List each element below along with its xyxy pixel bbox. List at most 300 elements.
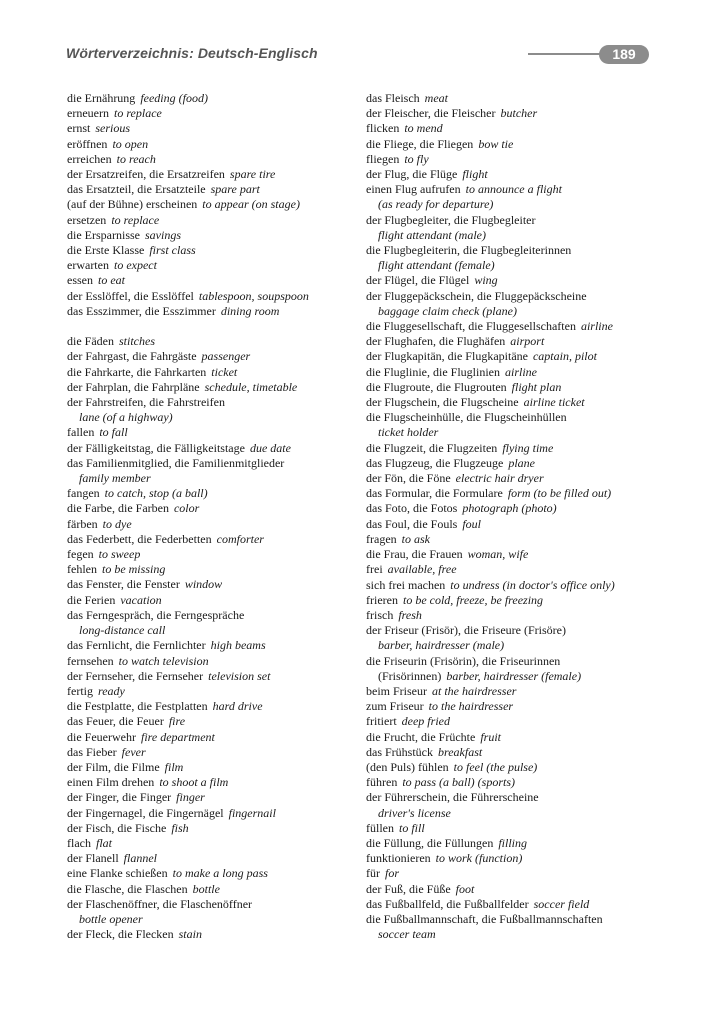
entry-german: die Füllung, die Füllungen bbox=[366, 835, 494, 850]
entry-english: lane (of a highway) bbox=[79, 410, 173, 425]
dictionary-entry bbox=[366, 745, 666, 760]
dictionary-entry bbox=[366, 790, 666, 805]
entry-english: barber, hairdresser (female) bbox=[446, 668, 582, 683]
entry-english: airline bbox=[580, 319, 613, 334]
entry-german: fritiert bbox=[366, 714, 397, 729]
entry-german: die Flugroute, die Flugrouten bbox=[366, 379, 507, 394]
entry-english: to mend bbox=[404, 121, 443, 136]
dictionary-entry bbox=[366, 456, 666, 471]
entry-german: der Esslöffel, die Esslöffel bbox=[67, 288, 194, 303]
entry-german: die Fluglinie, die Fluglinien bbox=[366, 364, 500, 379]
entry-german: das Ferngespräch, die Ferngespräche bbox=[67, 607, 245, 622]
entry-english: to appear (on stage) bbox=[202, 197, 300, 212]
dictionary-entry bbox=[67, 866, 367, 881]
dictionary-entry bbox=[67, 669, 367, 684]
dictionary-entry bbox=[366, 501, 666, 516]
entry-german: die Erste Klasse bbox=[67, 243, 145, 258]
dictionary-entry bbox=[67, 532, 367, 547]
entry-english: flat bbox=[95, 835, 112, 850]
entry-english: feeding (food) bbox=[140, 91, 208, 105]
entry-english: serious bbox=[95, 121, 130, 136]
entry-english: to eat bbox=[98, 273, 125, 288]
entry-english: flannel bbox=[123, 851, 157, 866]
entry-german: die Fahrkarte, die Fahrkarten bbox=[67, 364, 207, 379]
dictionary-entry bbox=[366, 319, 666, 334]
dictionary-entry bbox=[67, 395, 367, 410]
dictionary-entry bbox=[366, 912, 666, 927]
entry-german: frisch bbox=[366, 607, 394, 622]
entry-english: high beams bbox=[210, 638, 266, 653]
dictionary-entry bbox=[67, 289, 367, 304]
dictionary-entry bbox=[67, 197, 367, 212]
entry-german: einen Film drehen bbox=[67, 775, 155, 790]
entry-german: die Ferien bbox=[67, 592, 116, 607]
dictionary-entry bbox=[366, 714, 666, 729]
dictionary-entry bbox=[366, 593, 666, 608]
entry-english: airport bbox=[510, 334, 545, 349]
entry-english: long-distance call bbox=[79, 623, 166, 638]
dictionary-entry bbox=[366, 851, 666, 866]
entry-english: color bbox=[173, 501, 200, 516]
entry-german: das Fieber bbox=[67, 744, 117, 759]
entry-english: baggage claim check (plane) bbox=[378, 303, 517, 318]
dictionary-entry bbox=[366, 106, 666, 121]
entry-english: soccer team bbox=[378, 927, 436, 942]
entry-german: die Festplatte, die Festplatten bbox=[67, 699, 208, 714]
entry-german: flach bbox=[67, 835, 91, 850]
entry-english: fresh bbox=[398, 607, 422, 622]
entry-german: die Feuerwehr bbox=[67, 729, 136, 744]
entry-german: der Fernseher, die Fernseher bbox=[67, 668, 204, 683]
entry-english: window bbox=[184, 577, 223, 592]
entry-german: funktionieren bbox=[366, 851, 431, 866]
entry-german: der Fön, die Föne bbox=[366, 471, 451, 486]
entry-english: to be missing bbox=[101, 562, 166, 577]
entry-english: ticket bbox=[211, 364, 238, 379]
dictionary-entry bbox=[366, 273, 666, 288]
entry-english: for bbox=[385, 866, 400, 881]
dictionary-entry bbox=[67, 806, 367, 821]
entry-english: television set bbox=[208, 668, 271, 683]
entry-english: hard drive bbox=[212, 699, 263, 714]
entry-english: butcher bbox=[500, 106, 538, 121]
entry-english: to sweep bbox=[98, 547, 141, 562]
entry-continuation bbox=[366, 197, 666, 212]
entry-german: der Fleischer, die Fleischer bbox=[366, 106, 496, 121]
dictionary-entry bbox=[67, 91, 367, 106]
dictionary-entry bbox=[366, 152, 666, 167]
entry-continuation bbox=[366, 258, 666, 273]
entry-german: fegen bbox=[67, 547, 94, 562]
entry-english: to pass (a ball) (sports) bbox=[402, 775, 515, 790]
dictionary-entry bbox=[67, 243, 367, 258]
entry-english: wing bbox=[474, 273, 498, 288]
dictionary-entry bbox=[67, 137, 367, 152]
entry-continuation bbox=[67, 623, 367, 638]
dictionary-entry bbox=[67, 456, 367, 471]
entry-german: der Fahrgast, die Fahrgäste bbox=[67, 349, 197, 364]
entry-german: der Fahrstreifen, die Fahrstreifen bbox=[67, 395, 225, 410]
dictionary-entry bbox=[366, 775, 666, 790]
entry-english: bottle opener bbox=[79, 911, 143, 926]
entry-german: fangen bbox=[67, 486, 100, 501]
entry-german: die Ersparnisse bbox=[67, 227, 140, 242]
entry-english: passenger bbox=[201, 349, 251, 364]
dictionary-entry bbox=[67, 851, 367, 866]
entry-english: to catch, stop (a ball) bbox=[104, 486, 208, 501]
entry-german: der Ersatzreifen, die Ersatzreifen bbox=[67, 167, 225, 182]
dictionary-entry bbox=[67, 213, 367, 228]
entry-german: der Flughafen, die Flughäfen bbox=[366, 334, 506, 349]
entry-german: die Fliege, die Fliegen bbox=[366, 136, 474, 151]
dictionary-entry bbox=[67, 714, 367, 729]
entry-german: (auf der Bühne) erscheinen bbox=[67, 197, 198, 212]
entry-german: der Fingernagel, die Fingernägel bbox=[67, 805, 224, 820]
entry-english: to watch television bbox=[118, 653, 209, 668]
entry-english: fire department bbox=[140, 729, 215, 744]
dictionary-entry bbox=[67, 167, 367, 182]
entry-german: der Fluggepäckschein, die Fluggepäckscheine bbox=[366, 288, 587, 303]
entry-german: färben bbox=[67, 516, 98, 531]
dictionary-entry bbox=[67, 486, 367, 501]
entry-german: die Frucht, die Früchte bbox=[366, 729, 476, 744]
dictionary-entry bbox=[67, 897, 367, 912]
entry-english: flight plan bbox=[511, 379, 562, 394]
entry-continuation bbox=[67, 410, 367, 425]
entry-english: family member bbox=[79, 471, 151, 486]
entry-german: fehlen bbox=[67, 562, 97, 577]
entry-english: vacation bbox=[120, 592, 162, 607]
entry-english: dining room bbox=[220, 303, 280, 318]
entry-english: barber, hairdresser (male) bbox=[378, 638, 505, 653]
entry-english: form (to be filled out) bbox=[507, 486, 612, 501]
dictionary-entry bbox=[366, 532, 666, 547]
entry-english: to replace bbox=[111, 212, 160, 227]
dictionary-entry bbox=[67, 380, 367, 395]
dictionary-entry bbox=[67, 882, 367, 897]
entry-german: der Flaschenöffner, die Flaschenöffner bbox=[67, 896, 253, 911]
dictionary-entry bbox=[366, 213, 666, 228]
entry-german: das Foul, die Fouls bbox=[366, 516, 458, 531]
entry-german: der Flanell bbox=[67, 851, 119, 866]
dictionary-entry bbox=[67, 182, 367, 197]
dictionary-entry bbox=[67, 821, 367, 836]
entry-german: (den Puls) fühlen bbox=[366, 759, 449, 774]
dictionary-entry bbox=[366, 562, 666, 577]
entry-german: erneuern bbox=[67, 106, 109, 121]
dictionary-entry bbox=[366, 882, 666, 897]
entry-continuation bbox=[366, 806, 666, 821]
dictionary-entry bbox=[67, 304, 367, 319]
dictionary-entry bbox=[67, 273, 367, 288]
entry-continuation bbox=[366, 669, 666, 684]
entry-english: ticket holder bbox=[378, 425, 439, 440]
entry-german: die Flugzeit, die Flugzeiten bbox=[366, 440, 498, 455]
entry-german: flicken bbox=[366, 121, 400, 136]
entry-english: flight attendant (male) bbox=[378, 227, 486, 242]
entry-german: frieren bbox=[366, 592, 398, 607]
dictionary-entry bbox=[67, 593, 367, 608]
entry-english: flight attendant (female) bbox=[378, 258, 495, 273]
dictionary-entry bbox=[366, 395, 666, 410]
dictionary-entry bbox=[67, 699, 367, 714]
dictionary-entry bbox=[67, 106, 367, 121]
entry-english: to replace bbox=[113, 106, 162, 121]
entry-german: das Fleisch bbox=[366, 91, 420, 105]
entry-english: ready bbox=[98, 683, 125, 698]
dictionary-entry bbox=[366, 654, 666, 669]
dictionary-entry bbox=[366, 623, 666, 638]
entry-german-cont: (Frisörinnen) bbox=[378, 668, 442, 683]
dictionary-entry bbox=[67, 638, 367, 653]
dictionary-entry bbox=[67, 121, 367, 136]
entry-english: to make a long pass bbox=[172, 866, 268, 881]
entry-english: to work (function) bbox=[435, 851, 523, 866]
entry-english: available, free bbox=[387, 562, 457, 577]
entry-german: das Ersatzteil, die Ersatzteile bbox=[67, 182, 206, 197]
entry-english: to feel (the pulse) bbox=[453, 759, 538, 774]
entry-german: das Esszimmer, die Esszimmer bbox=[67, 303, 216, 318]
entry-continuation bbox=[67, 912, 367, 927]
entry-german: der Fahrplan, die Fahrpläne bbox=[67, 379, 200, 394]
entry-german: der Flugschein, die Flugscheine bbox=[366, 395, 519, 410]
entry-german: fragen bbox=[366, 531, 397, 546]
entry-german: die Ernährung bbox=[67, 91, 136, 105]
entry-english: fever bbox=[121, 744, 146, 759]
dictionary-entry bbox=[67, 608, 367, 623]
dictionary-entry bbox=[366, 365, 666, 380]
entry-german: fliegen bbox=[366, 151, 400, 166]
dictionary-entry bbox=[366, 578, 666, 593]
dictionary-entry bbox=[366, 684, 666, 699]
entry-german: die Friseurin (Frisörin), die Friseurinnen bbox=[366, 653, 561, 668]
entry-english: foot bbox=[455, 881, 475, 896]
entry-german: das Frühstück bbox=[366, 744, 433, 759]
dictionary-entry bbox=[366, 821, 666, 836]
entry-english: woman, wife bbox=[467, 547, 529, 562]
dictionary-entry bbox=[366, 730, 666, 745]
entry-continuation bbox=[366, 638, 666, 653]
entry-english: meat bbox=[424, 91, 448, 105]
dictionary-entry bbox=[67, 775, 367, 790]
entry-english: driver's license bbox=[378, 805, 451, 820]
entry-english: to announce a flight bbox=[465, 182, 562, 197]
entry-english: flight bbox=[462, 167, 488, 182]
entry-english: bottle bbox=[192, 881, 220, 896]
entry-english: to fill bbox=[399, 820, 425, 835]
dictionary-entry bbox=[366, 486, 666, 501]
entry-english: to ask bbox=[401, 531, 430, 546]
entry-english: (as ready for departure) bbox=[378, 197, 494, 212]
dictionary-entry bbox=[366, 137, 666, 152]
entry-english: deep fried bbox=[401, 714, 450, 729]
dictionary-entry bbox=[366, 380, 666, 395]
entry-german: für bbox=[366, 866, 380, 881]
entry-german: der Flugkapitän, die Flugkapitäne bbox=[366, 349, 528, 364]
dictionary-entry bbox=[67, 258, 367, 273]
entry-german: das Flugzeug, die Flugzeuge bbox=[366, 455, 504, 470]
entry-english: finger bbox=[176, 790, 205, 805]
entry-english: to reach bbox=[116, 151, 156, 166]
dictionary-entry bbox=[366, 410, 666, 425]
entry-continuation bbox=[67, 471, 367, 486]
dictionary-entry bbox=[366, 334, 666, 349]
entry-german: das Fußballfeld, die Fußballfelder bbox=[366, 896, 529, 911]
dictionary-entry bbox=[67, 441, 367, 456]
entry-german: sich frei machen bbox=[366, 577, 446, 592]
dictionary-entry bbox=[67, 334, 367, 349]
dictionary-entry bbox=[67, 349, 367, 364]
entry-english: to be cold, freeze, be freezing bbox=[402, 592, 544, 607]
entry-german: die Fußballmannschaft, die Fußballmannschaften bbox=[366, 911, 603, 926]
entry-english: first class bbox=[149, 243, 196, 258]
entry-german: die Frau, die Frauen bbox=[366, 547, 463, 562]
entry-english: savings bbox=[144, 227, 181, 242]
entry-german: die Farbe, die Farben bbox=[67, 501, 169, 516]
entry-english: film bbox=[164, 759, 184, 774]
entry-english: plane bbox=[508, 455, 535, 470]
entry-german: das Foto, die Fotos bbox=[366, 501, 458, 516]
entry-german: das Formular, die Formulare bbox=[366, 486, 503, 501]
dictionary-entry bbox=[67, 760, 367, 775]
entry-german: das Feuer, die Feuer bbox=[67, 714, 164, 729]
entry-english: to fly bbox=[404, 151, 429, 166]
entry-german: erwarten bbox=[67, 258, 109, 273]
entry-german: beim Friseur bbox=[366, 683, 427, 698]
entry-german: die Flasche, die Flaschen bbox=[67, 881, 188, 896]
right-column bbox=[366, 91, 666, 942]
dictionary-entry bbox=[366, 441, 666, 456]
entry-english: filling bbox=[498, 835, 528, 850]
entry-german: der Flug, die Flüge bbox=[366, 167, 458, 182]
dictionary-entry bbox=[67, 547, 367, 562]
entry-english: spare tire bbox=[229, 167, 276, 182]
dictionary-entry bbox=[67, 577, 367, 592]
dictionary-entry bbox=[366, 760, 666, 775]
dictionary-entry bbox=[67, 654, 367, 669]
dictionary-entry bbox=[366, 91, 666, 106]
entry-german: ersetzen bbox=[67, 212, 107, 227]
entry-german: der Friseur (Frisör), die Friseure (Frisöre) bbox=[366, 623, 566, 638]
entry-german: der Fleck, die Flecken bbox=[67, 927, 174, 942]
entry-english: to shoot a film bbox=[159, 775, 229, 790]
dictionary-entry bbox=[366, 471, 666, 486]
dictionary-entry bbox=[67, 684, 367, 699]
entry-german: die Flugbegleiterin, die Flugbegleiterinnen bbox=[366, 243, 572, 258]
dictionary-entry bbox=[67, 745, 367, 760]
entry-german: frei bbox=[366, 562, 383, 577]
dictionary-entry bbox=[67, 228, 367, 243]
entry-german: eröffnen bbox=[67, 136, 108, 151]
dictionary-entry bbox=[67, 790, 367, 805]
entry-english: flying time bbox=[502, 440, 554, 455]
entry-german: der Fälligkeitstag, die Fälligkeitstage bbox=[67, 440, 245, 455]
dictionary-entry bbox=[366, 897, 666, 912]
dictionary-entry bbox=[67, 927, 367, 942]
dictionary-entry bbox=[366, 866, 666, 881]
entry-english: breakfast bbox=[438, 744, 483, 759]
dictionary-entry bbox=[366, 289, 666, 304]
page-number-badge: 189 bbox=[599, 45, 649, 64]
entry-german: fallen bbox=[67, 425, 95, 440]
left-column bbox=[67, 91, 367, 942]
entry-german: der Film, die Filme bbox=[67, 759, 160, 774]
entry-german: das Federbett, die Federbetten bbox=[67, 531, 212, 546]
entry-english: to expect bbox=[113, 258, 157, 273]
entry-english: airline ticket bbox=[523, 395, 585, 410]
entry-german: der Führerschein, die Führerscheine bbox=[366, 790, 539, 805]
entry-english: electric hair dryer bbox=[455, 471, 544, 486]
entry-german: das Familienmitglied, die Familienmitglieder bbox=[67, 455, 285, 470]
entry-english: to the hairdresser bbox=[428, 699, 514, 714]
entry-german: der Flügel, die Flügel bbox=[366, 273, 470, 288]
entry-english: stain bbox=[178, 927, 202, 942]
entry-english: photograph (photo) bbox=[462, 501, 557, 516]
entry-german: ernst bbox=[67, 121, 91, 136]
dictionary-entry bbox=[67, 152, 367, 167]
dictionary-entry bbox=[366, 167, 666, 182]
dictionary-entry bbox=[366, 517, 666, 532]
entry-german: der Flugbegleiter, die Flugbegleiter bbox=[366, 212, 536, 227]
entry-german: fertig bbox=[67, 683, 93, 698]
dictionary-entry bbox=[366, 349, 666, 364]
entry-german: füllen bbox=[366, 820, 394, 835]
entry-english: to fall bbox=[99, 425, 128, 440]
entry-english: spare part bbox=[210, 182, 260, 197]
entry-german: das Fenster, die Fenster bbox=[67, 577, 180, 592]
entry-english: to open bbox=[112, 136, 149, 151]
entry-continuation bbox=[366, 304, 666, 319]
entry-english: comforter bbox=[216, 531, 264, 546]
entry-english: to undress (in doctor's office only) bbox=[450, 577, 615, 592]
header-rule bbox=[528, 53, 608, 55]
dictionary-entry bbox=[366, 121, 666, 136]
entry-english: to dye bbox=[102, 516, 132, 531]
entry-english: at the hairdresser bbox=[432, 683, 517, 698]
dictionary-entry bbox=[366, 182, 666, 197]
entry-spacer bbox=[67, 319, 367, 334]
entry-english: bow tie bbox=[478, 136, 514, 151]
entry-english: tablespoon, soupspoon bbox=[198, 288, 309, 303]
dictionary-entry bbox=[366, 608, 666, 623]
entry-german: das Fernlicht, die Fernlichter bbox=[67, 638, 206, 653]
entry-german: erreichen bbox=[67, 151, 112, 166]
entry-german: zum Friseur bbox=[366, 699, 424, 714]
entry-german: eine Flanke schießen bbox=[67, 866, 168, 881]
entry-english: foul bbox=[462, 516, 482, 531]
entry-english: fruit bbox=[480, 729, 501, 744]
entry-german: der Finger, die Finger bbox=[67, 790, 172, 805]
dictionary-entry bbox=[67, 365, 367, 380]
entry-german: der Fuß, die Füße bbox=[366, 881, 451, 896]
entry-german: führen bbox=[366, 775, 398, 790]
entry-german: fernsehen bbox=[67, 653, 114, 668]
entry-english: captain, pilot bbox=[532, 349, 597, 364]
entry-german: die Fäden bbox=[67, 334, 114, 349]
dictionary-entry bbox=[67, 517, 367, 532]
dictionary-entry bbox=[366, 836, 666, 851]
dictionary-entry bbox=[67, 562, 367, 577]
dictionary-entry bbox=[366, 547, 666, 562]
entry-english: due date bbox=[249, 440, 291, 455]
dictionary-entry bbox=[67, 501, 367, 516]
entry-english: airline bbox=[505, 364, 537, 379]
dictionary-entry bbox=[366, 699, 666, 714]
entry-english: fingernail bbox=[228, 805, 276, 820]
dictionary-entry bbox=[67, 425, 367, 440]
entry-english: schedule, timetable bbox=[204, 379, 298, 394]
entry-english: stitches bbox=[119, 334, 155, 349]
